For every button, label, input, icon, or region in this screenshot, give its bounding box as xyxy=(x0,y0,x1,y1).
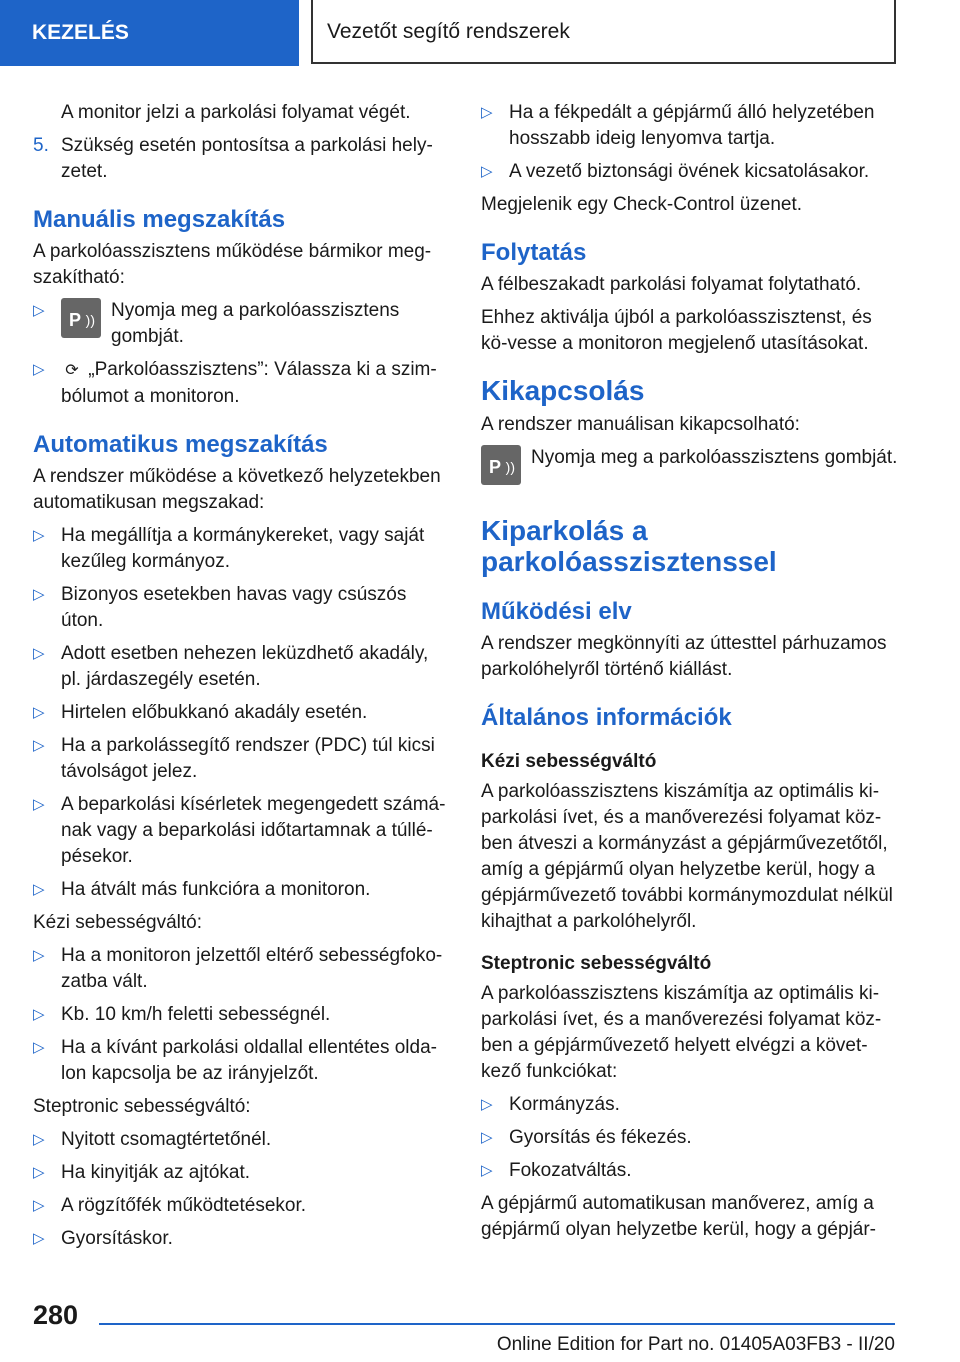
auto-abort-list xyxy=(33,523,448,903)
heading-manual-abort: Manuális megszakítás xyxy=(33,206,286,233)
bullet-icon: ▷ xyxy=(33,586,45,603)
list-item-text: Gyorsítás és fékezés. xyxy=(509,1127,692,1148)
list-item xyxy=(33,582,448,634)
list-item-text: Kormányzás. xyxy=(509,1094,620,1115)
bullet-icon: ▷ xyxy=(33,947,45,964)
bullet-icon: ▷ xyxy=(33,881,45,898)
steptronic-list xyxy=(33,1127,448,1252)
heading-switch-off: Kikapcsolás xyxy=(481,375,645,406)
bullet-icon: ▷ xyxy=(33,361,45,378)
steptronic-label: Steptronic sebességváltó: xyxy=(33,1096,251,1117)
list-item-text: Ha a fékpedált a gépjármű álló helyzetében hosszabb ideig lenyomva tartja. xyxy=(509,102,875,149)
heading-principle: Működési elv xyxy=(481,598,632,625)
top-list xyxy=(481,100,901,185)
list-item-text: Nyomja meg a parkolóasszisztens gombját. xyxy=(111,300,400,347)
park-assist-symbol-icon: ⟳ xyxy=(65,362,79,379)
bullet-icon: ▷ xyxy=(33,527,45,544)
heading-manual-gear: Kézi sebességváltó xyxy=(481,751,657,772)
park-assist-button-icon: P )) xyxy=(481,445,521,485)
bullet-icon: ▷ xyxy=(481,104,493,121)
bullet-icon: ▷ xyxy=(33,302,45,319)
list-item xyxy=(481,159,901,185)
step-5 xyxy=(33,133,448,185)
intro-text: A monitor jelzi a parkolási folyamat végét. xyxy=(61,102,411,123)
bullet-icon: ▷ xyxy=(33,1197,45,1214)
list-item xyxy=(33,877,448,903)
list-item-text: Ha a kívánt parkolási oldallal ellentétes olda-lon kapcsolja be az irányjelzőt. xyxy=(61,1037,437,1084)
heading-steptronic: Steptronic sebességváltó xyxy=(481,953,712,974)
principle-text: A rendszer megkönnyíti az úttesttel párhuzamos parkolóhelyről történő kiállást. xyxy=(481,633,887,680)
manual-gear-text: A parkolóasszisztens kiszámítja az optimális ki-parkolási ívet, és a manőverezési folyamat köz-ben átveszi a kormányzást a gépjárművezetőtől, amíg a gépjármű olyan helyzetbe kerül, hogy a gépjárművezető további kormánymozdulat nélkül kihajthat a parkolóhelyről. xyxy=(481,781,893,932)
check-control-text: Megjelenik egy Check-Control üzenet. xyxy=(481,194,803,215)
bullet-icon: ▷ xyxy=(33,737,45,754)
bullet-icon: ▷ xyxy=(33,1131,45,1148)
steptronic-functions-list xyxy=(481,1092,901,1184)
right-column xyxy=(481,100,901,1250)
switch-off-button-text: Nyomja meg a parkolóasszisztens gombját. xyxy=(531,447,898,468)
list-item-text: Gyorsításkor. xyxy=(61,1228,173,1249)
manual-gear-list xyxy=(33,943,448,1087)
list-item-text: Adott esetben nehezen leküzdhető akadály, pl. járdaszegély esetén. xyxy=(61,643,429,690)
list-item xyxy=(33,641,448,693)
bullet-icon: ▷ xyxy=(33,704,45,721)
list-item-text: Nyitott csomagtértetőnél. xyxy=(61,1129,272,1150)
list-item-text: Bizonyos esetekben havas vagy csúszós úton. xyxy=(61,584,407,631)
list-item xyxy=(481,1092,901,1118)
left-column xyxy=(33,100,448,1259)
list-item xyxy=(481,100,901,152)
park-assist-button-icon: P )) xyxy=(61,298,101,338)
footer-rule xyxy=(99,1323,895,1325)
list-item-text: A vezető biztonsági övének kicsatolásakor. xyxy=(509,161,870,182)
final-text: A gépjármű automatikusan manőverez, amíg a gépjármű olyan helyzetbe kerül, hogy a gépjár- xyxy=(481,1193,877,1240)
list-item-text: A rögzítőfék működtetésekor. xyxy=(61,1195,307,1216)
bullet-icon: ▷ xyxy=(481,1129,493,1146)
heading-general-info: Általános információk xyxy=(481,704,732,731)
list-item xyxy=(33,1226,448,1252)
bullet-icon: ▷ xyxy=(481,163,493,180)
list-item-text: Ha a monitoron jelzettől eltérő sebességfoko-zatba vált. xyxy=(61,945,443,992)
bullet-icon: ▷ xyxy=(33,796,45,813)
list-item-text: Ha kinyitják az ajtókat. xyxy=(61,1162,251,1183)
list-item-text: A beparkolási kísérletek megengedett számá-nak vagy a beparkolási időtartamnak a túllé-pésekor. xyxy=(61,794,446,867)
bullet-icon: ▷ xyxy=(33,1006,45,1023)
list-item xyxy=(33,357,448,410)
bullet-icon: ▷ xyxy=(481,1162,493,1179)
bullet-icon: ▷ xyxy=(33,1164,45,1181)
steptronic-text: A parkolóasszisztens kiszámítja az optimális ki-parkolási ívet, és a manőverezési folyamat köz-ben a gépjárművezető helyett elvégzi a követ-kező funkciókat: xyxy=(481,983,882,1082)
manual-intro: A parkolóasszisztens működése bármikor meg-szakítható: xyxy=(33,241,432,288)
bullet-icon: ▷ xyxy=(33,645,45,662)
list-item xyxy=(33,1035,448,1087)
list-item xyxy=(481,1125,901,1151)
list-item xyxy=(33,792,448,870)
heading-exit-parking: Kiparkolás a parkolóasszisztenssel xyxy=(481,515,777,577)
bullet-icon: ▷ xyxy=(33,1039,45,1056)
list-item-text: Kb. 10 km/h feletti sebességnél. xyxy=(61,1004,331,1025)
list-item-text: Ha a parkolássegítő rendszer (PDC) túl kicsi távolságot jelez. xyxy=(61,735,435,782)
manual-gear-label: Kézi sebességváltó: xyxy=(33,912,202,933)
page-header xyxy=(0,0,960,66)
list-item xyxy=(33,733,448,785)
step-text: Szükség esetén pontosítsa a parkolási hely-zetet. xyxy=(61,135,433,182)
list-item xyxy=(33,1127,448,1153)
bullet-icon: ▷ xyxy=(481,1096,493,1113)
list-item xyxy=(33,1002,448,1028)
chapter-title: Vezetőt segítő rendszerek xyxy=(311,0,896,64)
step-number: 5. xyxy=(33,135,49,156)
list-item-text: Ha megállítja a kormánykereket, vagy saját kezűleg kormányoz. xyxy=(61,525,425,572)
edition-text: Online Edition for Part no. 01405A03FB3 - II/20 xyxy=(496,1334,895,1355)
list-item-text: Fokozatváltás. xyxy=(509,1160,632,1181)
list-item xyxy=(481,1158,901,1184)
list-item-text: Hirtelen előbukkanó akadály esetén. xyxy=(61,702,368,723)
list-item xyxy=(33,700,448,726)
switch-off-text: A rendszer manuálisan kikapcsolható: xyxy=(481,414,800,435)
page-number: 280 xyxy=(33,1300,79,1330)
continue-text-1: A félbeszakadt parkolási folyamat folytatható. xyxy=(481,274,862,295)
list-item xyxy=(33,1193,448,1219)
list-item xyxy=(33,523,448,575)
list-item xyxy=(33,298,448,350)
auto-intro: A rendszer működése a következő helyzetekben automatikusan megszakad: xyxy=(33,466,441,513)
continue-text-2: Ehhez aktiválja újból a parkolóasszisztenst, és kö-vesse a monitoron megjelenő utasításokat. xyxy=(481,307,872,354)
heading-auto-abort: Automatikus megszakítás xyxy=(33,431,328,458)
list-item xyxy=(33,1160,448,1186)
list-item-text: „Parkolóasszisztens”: Válassza ki a szim-bólumot a monitoron. xyxy=(61,359,437,407)
section-tab: KEZELÉS xyxy=(0,0,299,66)
bullet-icon: ▷ xyxy=(33,1230,45,1247)
heading-continue: Folytatás xyxy=(481,239,587,266)
list-item-text: Ha átvált más funkcióra a monitoron. xyxy=(61,879,371,900)
list-item xyxy=(33,943,448,995)
